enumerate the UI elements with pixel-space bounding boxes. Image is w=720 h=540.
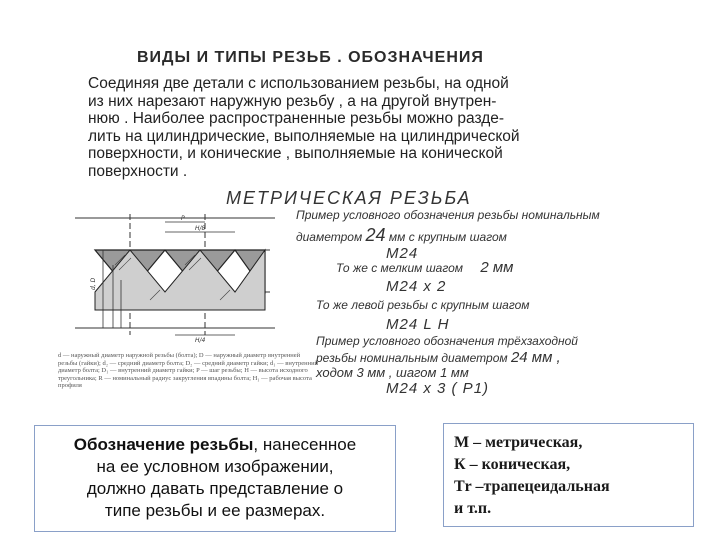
metric-thread-heading: МЕТРИЧЕСКАЯ РЕЗЬБА — [226, 188, 472, 208]
example-value: 2 мм — [480, 259, 514, 276]
thread-type-item: Тr –трапецеидальная — [454, 478, 610, 495]
svg-text:H/4: H/4 — [195, 337, 206, 344]
designation-m24lh: M24 L H — [386, 316, 450, 333]
thread-types-box — [443, 423, 694, 527]
example-text: мм с крупным шагом — [388, 230, 507, 244]
example-text — [296, 225, 507, 246]
note-term: Обозначение резьбы — [73, 435, 254, 454]
note-line: должно давать представление о — [86, 479, 344, 498]
thread-type-item: М – метрическая, — [454, 434, 583, 451]
paragraph-line: из них нарезают наружную резьбу , а на другой внутрен- — [88, 92, 497, 110]
example-value: 24 мм , — [510, 349, 561, 366]
paragraph-line: поверхности, и конические , выполняемые на конической — [88, 145, 503, 163]
note-line — [35, 434, 395, 456]
designation-m24: M24 — [386, 245, 419, 262]
thread-type-item: К – коническая, — [454, 456, 571, 473]
paragraph-line: поверхности . — [88, 162, 188, 180]
note-line: типе резьбы и ее размерах. — [104, 501, 326, 520]
paragraph-line: Соединяя две детали с использованием резьбы, на одной — [88, 75, 509, 92]
thread-profile-drawing — [55, 210, 295, 350]
svg-text:H/8: H/8 — [195, 225, 206, 232]
designation-m24x2: M24 x 2 — [386, 278, 447, 295]
note-line: на ее условном изображении, — [96, 457, 334, 476]
designation-note-box — [34, 425, 396, 532]
example-text: диаметром — [296, 230, 363, 244]
svg-text:P: P — [181, 215, 185, 222]
page-title: ВИДЫ И ТИПЫ РЕЗЬБ . ОБОЗНАЧЕНИЯ — [137, 49, 484, 66]
example-text — [316, 349, 561, 366]
example-text: Пример условного обозначения резьбы номинальным — [296, 208, 600, 222]
example-text: То же с мелким шагом — [336, 261, 464, 275]
drawing-caption: d — наружный диаметр наружной резьбы (болта); D — наружный диаметр внутренней резьбы (гайки); d₂ — средний диаметр болта; D₂ — средний диаметр гайки; d₁ — внутренний диаметр болта; D₁ — внутренний диаметр гайки; P — шаг резьбы; H — высота исходного треугольника; R — номинальный радиус закругления впадины болта; H₁ — рабочая высота профиля — [58, 352, 319, 390]
paragraph-line: лить на цилиндрические, выполняемые на цилиндрической — [88, 127, 520, 145]
example-value: 24 — [365, 225, 386, 245]
designation-m24x3: M24 x 3 ( P1) — [386, 380, 490, 397]
svg-text:d, D: d, D — [90, 277, 97, 290]
intro-paragraph — [88, 75, 608, 181]
example-text: резьбы номинальным диаметром — [316, 351, 508, 365]
example-text: ходом 3 мм , шагом 1 мм — [316, 365, 469, 380]
thread-type-item: и т.п. — [454, 500, 492, 517]
example-text — [336, 259, 513, 276]
paragraph-line: нюю . Наиболее распространенные резьбы можно разде- — [88, 110, 505, 128]
note-text: , нанесенное — [253, 435, 357, 454]
example-text: То же левой резьбы с крупным шагом — [316, 298, 530, 312]
example-text: Пример условного обозначения трёхзаходной — [316, 334, 578, 348]
